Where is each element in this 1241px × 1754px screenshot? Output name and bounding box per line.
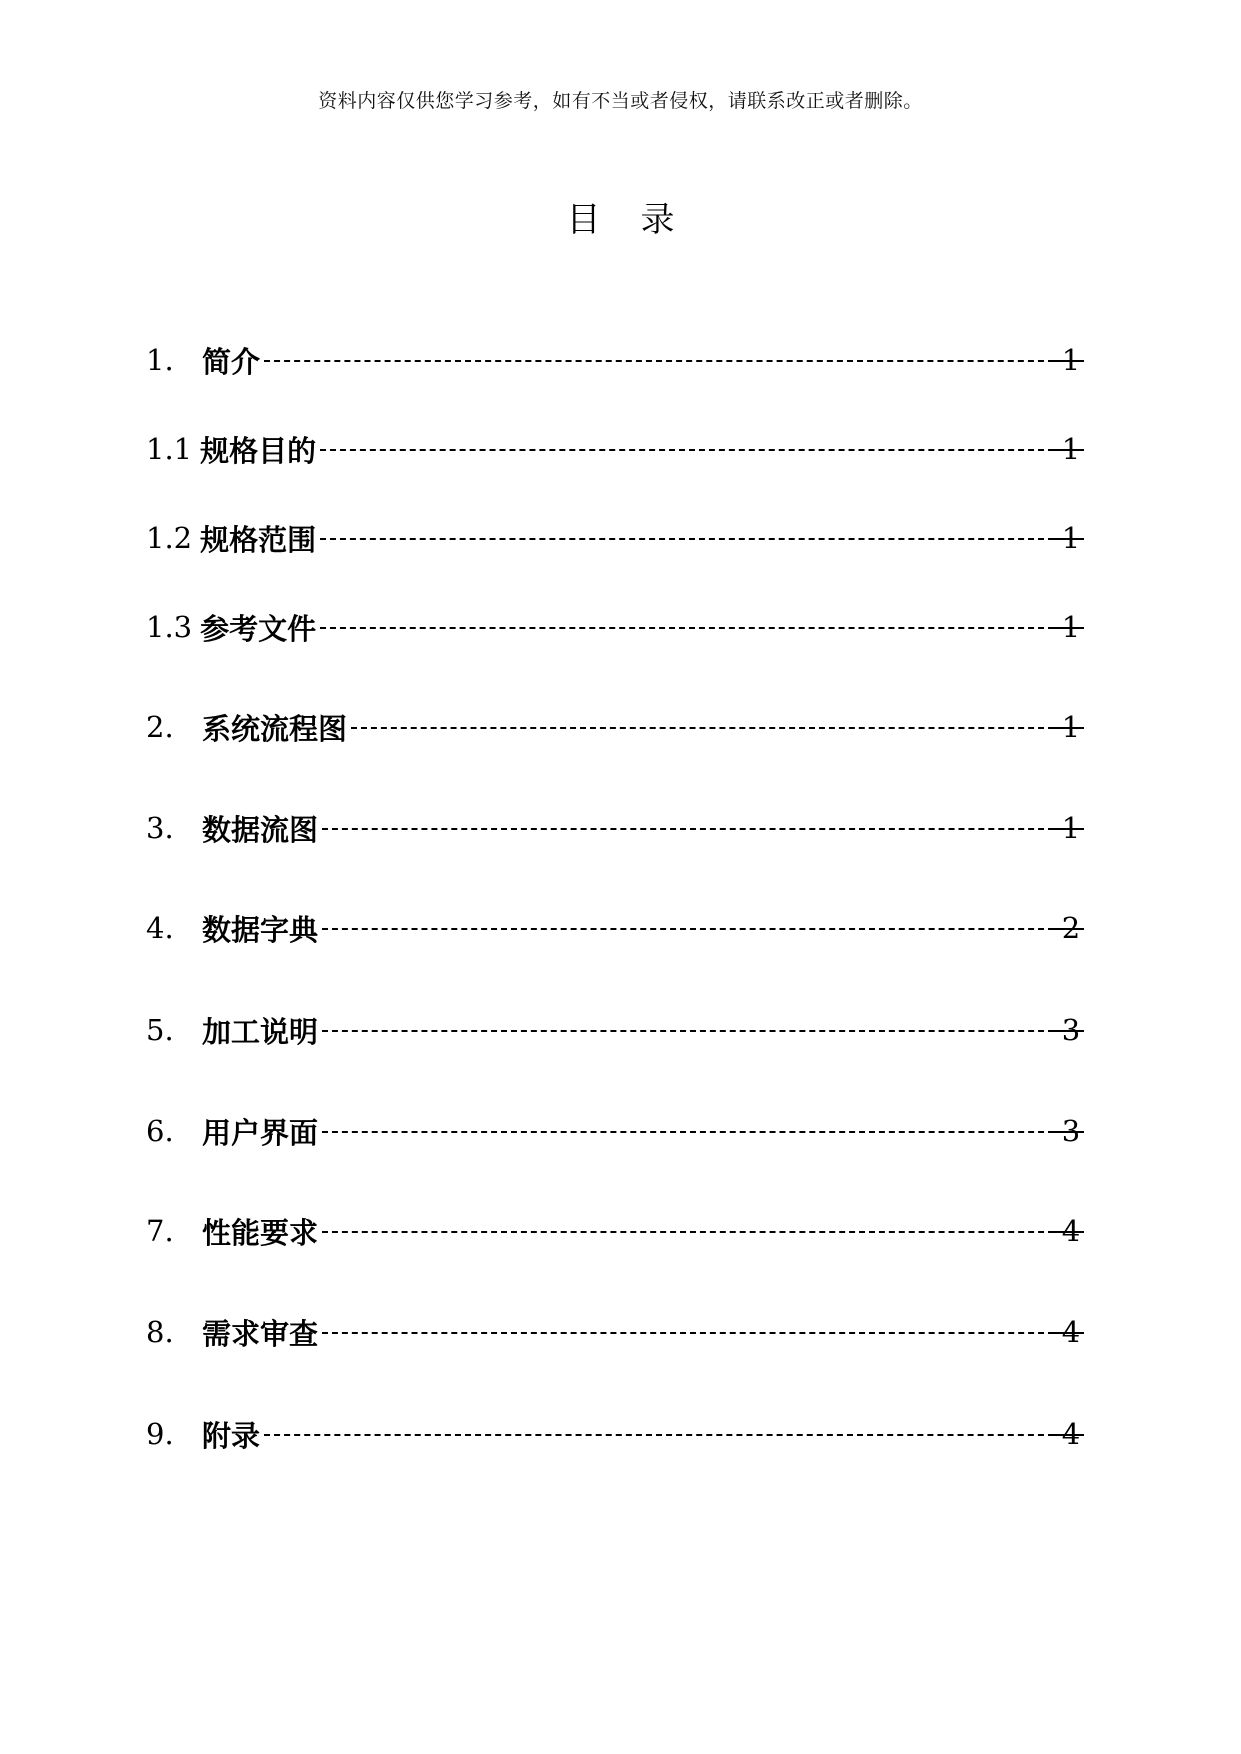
toc-entry-title: 用户界面 bbox=[202, 1115, 319, 1150]
toc-leader bbox=[322, 928, 1054, 930]
toc-entry-number: 3. bbox=[146, 811, 174, 845]
toc-entry-number: 2. bbox=[146, 710, 174, 744]
toc-entry-page: 1 bbox=[1056, 521, 1086, 555]
toc-leader bbox=[264, 360, 1054, 362]
toc-entry-page: 3 bbox=[1056, 1013, 1086, 1047]
copyright-notice: 资料内容仅供您学习参考，如有不当或者侵权，请联系改正或者删除。 bbox=[318, 90, 923, 112]
toc-leader bbox=[322, 1131, 1054, 1133]
toc-entry[interactable] bbox=[146, 1111, 1086, 1151]
toc-entry-number: 1.3 bbox=[146, 610, 193, 644]
toc-entry-title: 需求审查 bbox=[202, 1316, 319, 1351]
toc-entry-title: 附录 bbox=[202, 1418, 261, 1453]
toc-entry-page: 1 bbox=[1056, 343, 1086, 377]
toc-entry[interactable] bbox=[146, 707, 1086, 747]
toc-entry-page: 1 bbox=[1056, 710, 1086, 744]
toc-leader bbox=[320, 627, 1054, 629]
toc-entry-number: 5. bbox=[146, 1013, 174, 1047]
toc-entry[interactable] bbox=[146, 1312, 1086, 1352]
toc-entry-title: 数据流图 bbox=[202, 812, 319, 847]
toc-entry-number: 6. bbox=[146, 1114, 174, 1148]
toc-entry-number: 1. bbox=[146, 343, 174, 377]
toc-entry[interactable] bbox=[146, 908, 1086, 948]
toc-entry-page: 4 bbox=[1056, 1214, 1086, 1248]
toc-entry-title: 加工说明 bbox=[202, 1014, 319, 1049]
toc-leader bbox=[322, 1030, 1054, 1032]
toc-entry[interactable] bbox=[146, 340, 1086, 380]
toc-entry[interactable] bbox=[146, 1010, 1086, 1050]
toc-entry-page: 3 bbox=[1056, 1114, 1086, 1148]
toc-entry[interactable] bbox=[146, 518, 1086, 558]
toc-leader bbox=[322, 1231, 1054, 1233]
toc-entry-title: 规格目的 bbox=[200, 433, 317, 468]
toc-entry-number: 7. bbox=[146, 1214, 174, 1248]
toc-entry[interactable] bbox=[146, 429, 1086, 469]
toc-entry-title: 系统流程图 bbox=[202, 711, 348, 746]
toc-entry-page: 4 bbox=[1056, 1315, 1086, 1349]
toc-entry-number: 4. bbox=[146, 911, 174, 945]
toc-entry-title: 简介 bbox=[202, 344, 261, 379]
toc-leader bbox=[264, 1434, 1054, 1436]
toc-leader bbox=[322, 828, 1054, 830]
toc-entry-page: 2 bbox=[1056, 911, 1086, 945]
toc-entry-page: 4 bbox=[1056, 1417, 1086, 1451]
toc-entry[interactable] bbox=[146, 1211, 1086, 1251]
toc-entry-title: 性能要求 bbox=[202, 1215, 319, 1250]
toc-leader bbox=[351, 727, 1054, 729]
toc-entry-page: 1 bbox=[1056, 811, 1086, 845]
toc-entry[interactable] bbox=[146, 808, 1086, 848]
toc-title: 目录 bbox=[566, 200, 715, 240]
toc-entry-title: 参考文件 bbox=[200, 611, 317, 646]
toc-entry[interactable] bbox=[146, 1414, 1086, 1454]
toc-entry-number: 1.1 bbox=[146, 432, 193, 466]
toc-entry-page: 1 bbox=[1056, 432, 1086, 466]
toc-entry-title: 数据字典 bbox=[202, 912, 319, 947]
toc-entry-number: 9. bbox=[146, 1417, 174, 1451]
toc-leader bbox=[320, 449, 1054, 451]
toc-leader bbox=[320, 538, 1054, 540]
toc-leader bbox=[322, 1332, 1054, 1334]
toc-entry-number: 8. bbox=[146, 1315, 174, 1349]
toc-entry-page: 1 bbox=[1056, 610, 1086, 644]
toc-entry-title: 规格范围 bbox=[200, 522, 317, 557]
toc-entry-number: 1.2 bbox=[146, 521, 193, 555]
toc-entry[interactable] bbox=[146, 607, 1086, 647]
